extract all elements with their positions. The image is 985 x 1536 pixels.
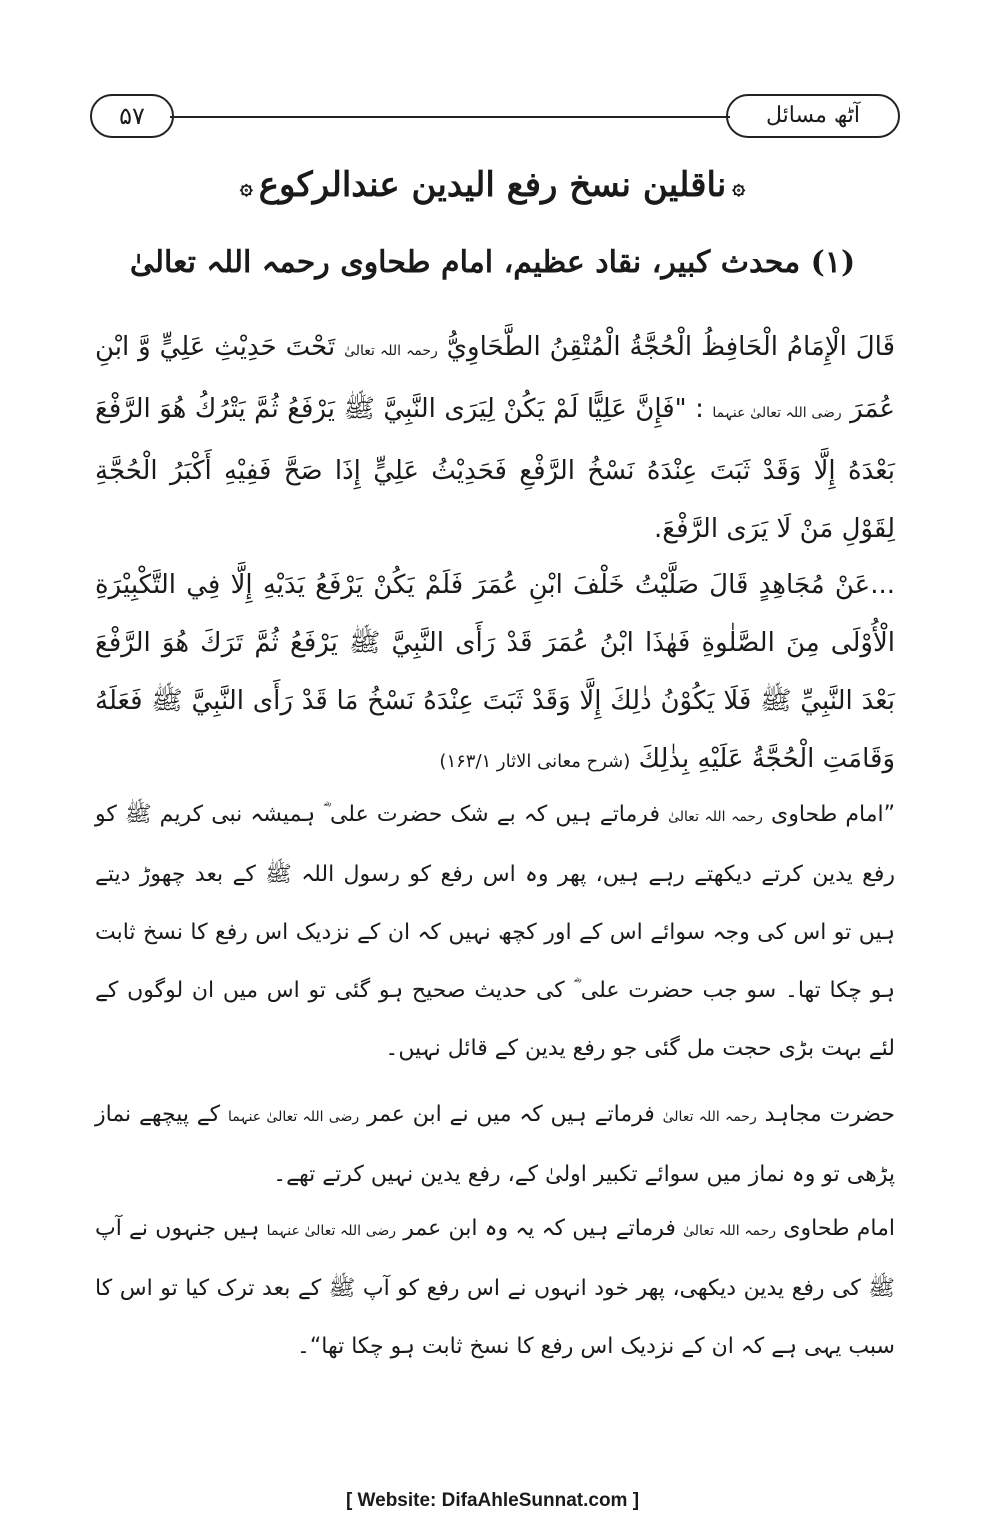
chapter-title-text: ناقلین نسخ رفع الیدین عندالرکوع bbox=[258, 165, 727, 205]
honorific: رضی اللہ تعالیٰ عنہما bbox=[228, 1109, 360, 1125]
page-header bbox=[90, 88, 900, 150]
section-heading: (۱) محدث کبیر، نقاد عظیم، امام طحاوی رحمہ اللہ تعالیٰ bbox=[129, 245, 856, 280]
honorific: رحمہ اللہ تعالیٰ bbox=[344, 343, 438, 359]
text-run: تَحْتَ حَدِيْثِ عَلِيٍّ وَّ ابْنِ عُمَرَ bbox=[95, 332, 896, 424]
text-run: کے پیچھے نماز پڑھی تو وہ نماز میں سوائے تکبیر اولیٰ کے، رفع یدین نہیں کرتے تھے۔ bbox=[95, 1102, 895, 1187]
website-footer: [ Website: DifaAhleSunnat.com ] bbox=[345, 1490, 640, 1511]
ornament-icon: ۞ bbox=[732, 174, 746, 200]
text-run: فرماتے ہیں کہ میں نے ابن عمر bbox=[366, 1102, 655, 1127]
text-run: ہیں جنہوں نے آپ ﷺ کی رفع یدین دیکھی، پھر خود انہوں نے اس رفع کو آپ ﷺ کے بعد ترک کیا تو اس کا سبب یہی ہے کہ ان کے نزدیک اس رفع کا نسخ ثابت ہو چکا تھا“۔ bbox=[95, 1216, 895, 1359]
page-number: ۵۷ bbox=[90, 94, 174, 138]
honorific: رحمہ اللہ تعالیٰ bbox=[668, 809, 763, 825]
honorific: رضی اللہ تعالیٰ عنہما bbox=[712, 405, 842, 421]
honorific: رضی اللہ تعالیٰ عنہما bbox=[266, 1223, 397, 1239]
text-run: : "فَإِنَّ عَلِيًّا لَمْ يَكُنْ لِيَرَى النَّبِيَّ ﷺ يَرْفَعُ ثُمَّ يَتْرُكُ هُوَ الرَّفْعَ بَعْدَهُ إِلَّا وَقَدْ ثَبَتَ عِنْدَهُ نَسْخُ الرَّفْعِ فَحَدِيْثُ عَلِيٍّ إِذَا صَحَّ فَفِيْهِ أَكْبَرُ الْحُجَّةِ لِقَوْلِ مَنْ لَا يَرَى الرَّفْعَ. bbox=[95, 394, 895, 544]
text-run: فرماتے ہیں کہ یہ وہ ابن عمر bbox=[403, 1216, 676, 1241]
text-run: امام طحاوی bbox=[783, 1216, 895, 1241]
header-rule bbox=[170, 116, 730, 118]
ornament-icon: ۞ bbox=[239, 174, 253, 200]
honorific: رحمہ اللہ تعالیٰ bbox=[683, 1223, 777, 1239]
chapter-title bbox=[60, 165, 925, 205]
text-run: حضرت مجاہد bbox=[764, 1102, 896, 1127]
urdu-paragraph-1 bbox=[95, 786, 895, 1078]
honorific: رحمہ اللہ تعالیٰ bbox=[662, 1109, 757, 1125]
text-run: ”امام طحاوی bbox=[770, 802, 895, 827]
arabic-paragraph-2 bbox=[95, 556, 895, 791]
reference-citation: (شرح معانی الاثار ۱۶۳/۱) bbox=[439, 751, 631, 772]
text-run: قَالَ الْإِمَامُ الْحَافِظُ الْحُجَّةُ الْمُتْقِنُ الطَّحَاوِيُّ bbox=[446, 332, 895, 362]
text-run: ...عَنْ مُجَاهِدٍ قَالَ صَلَّيْتُ خَلْفَ ابْنِ عُمَرَ فَلَمْ يَكُنْ يَرْفَعُ يَدَيْهِ إِلَّا فِي التَّكْبِيْرَةِ الْأُوْلَى مِنَ الصَّلٰوةِ فَهٰذَا ابْنُ عُمَرَ قَدْ رَأَى النَّبِيَّ ﷺ يَرْفَعُ ثُمَّ تَرَكَ هُوَ الرَّفْعَ بَعْدَ النَّبِيِّ ﷺ فَلَا يَكُوْنُ ذٰلِكَ إِلَّا وَقَدْ ثَبَتَ عِنْدَهُ نَسْخُ مَا قَدْ رَأَى النَّبِيَّ ﷺ فَعَلَهُ وَقَامَتِ الْحُجَّةُ عَلَيْهِ بِذٰلِكَ bbox=[95, 570, 895, 774]
arabic-paragraph-1 bbox=[95, 318, 895, 558]
urdu-paragraph-3 bbox=[95, 1200, 895, 1376]
text-run: فرماتے ہیں کہ بے شک حضرت علی ؓ ہمیشہ نبی کریم ﷺ کو رفع یدین کرتے دیکھتے رہے ہیں، پھر وہ اس رفع کو رسول اللہ ﷺ کے بعد چھوڑ دیتے ہیں تو اس کی وجہ سوائے اس کے اور کچھ نہیں کہ ان کے نزدیک اس رفع کا نسخ ثابت ہو چکا تھا۔ سو جب حضرت علی ؓ کی حدیث صحیح ہو گئی تو اس میں ان لوگوں کے لئے بہت بڑی حجت مل گئی جو رفع یدین کے قائل نہیں۔ bbox=[95, 802, 895, 1061]
book-title: آٹھ مسائل bbox=[726, 94, 900, 138]
urdu-paragraph-2 bbox=[95, 1086, 895, 1204]
